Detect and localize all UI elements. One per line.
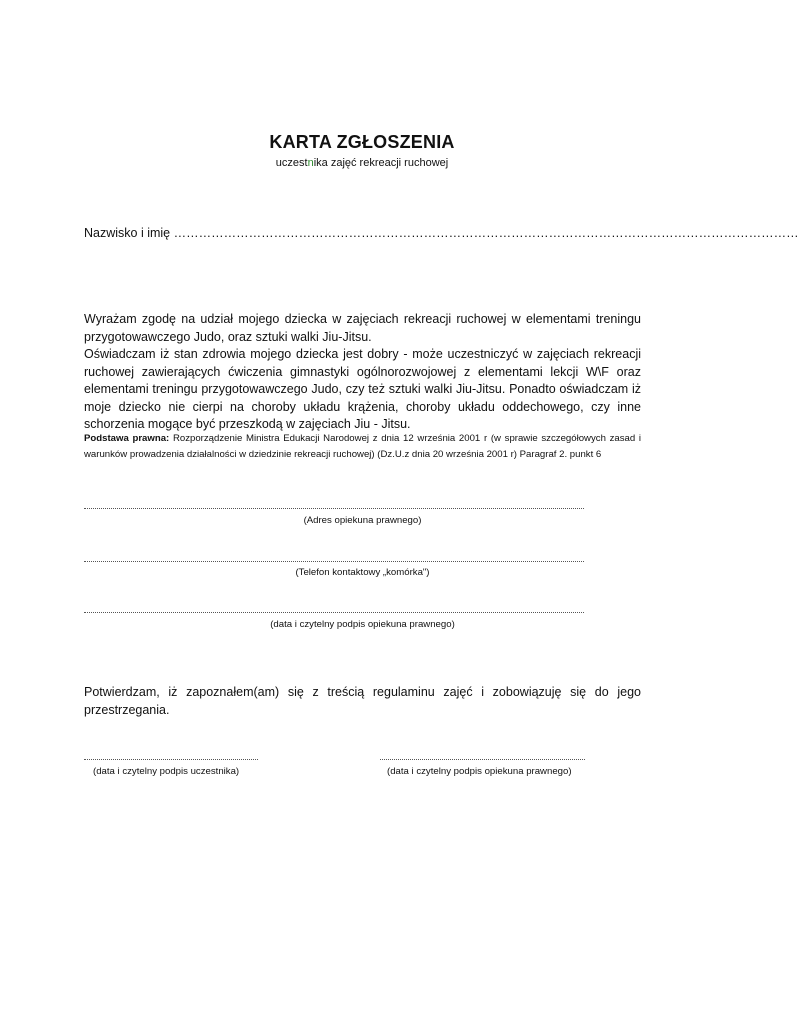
guardian-final-signature-line[interactable] <box>380 759 585 760</box>
guardian-final-signature-caption: (data i czytelny podpis opiekuna prawnego) <box>387 766 572 777</box>
subtitle-part-1: uczest <box>275 157 308 169</box>
participant-signature-line[interactable] <box>84 759 258 760</box>
confirmation-text: Potwierdzam, iż zapoznałem(am) się z treścią regulaminu zajęć i zobowiązuję się do jego przestrzegania. <box>84 685 641 717</box>
page-subtitle <box>0 157 724 169</box>
name-field[interactable]: Nazwisko i imię …………………………………………………………………………………………………………………………………… <box>84 226 799 240</box>
address-field-line[interactable] <box>84 508 584 509</box>
subtitle-part-2: ika zajęć rekreacji ruchowej <box>313 157 449 169</box>
address-caption: (Adres opiekuna prawnego) <box>303 515 422 526</box>
phone-caption: (Telefon kontaktowy „komórka") <box>295 567 430 578</box>
participant-signature-caption: (data i czytelny podpis uczestnika) <box>93 766 240 777</box>
phone-field-line[interactable] <box>84 561 584 562</box>
legal-basis-text: Rozporządzenie Ministra Edukacji Narodowej z dnia 12 września 2001 r (w sprawie szczegółowych zasad i warunków prowadzenia działalności w dziedzinie rekreacji ruchowej) (Dz.U.z dnia 20 września 2001 r) Paragraf 2. punkt 6 <box>84 433 642 460</box>
consent-paragraph-2: Oświadczam iż stan zdrowia mojego dziecka jest dobry - może uczestniczyć w zajęciach rekreacji ruchowej zawierających ćwiczenia gimnastyki ogólnorozwojowej z elementami lekcji W\F oraz elementami treningu przygotowawczego Judo, czy też sztuki walki Jiu-Jitsu. Ponadto oświadczam iż moje dziecko nie cierpi na choroby układu krążenia, choroby układu oddechowego, czy inne schorzenia mogące być przeszkodą w zajęciach Jiu - Jitsu. <box>84 347 641 431</box>
legal-basis <box>84 431 641 462</box>
consent-section <box>84 311 641 434</box>
page-title: KARTA ZGŁOSZENIA <box>269 132 455 152</box>
guardian-signature-caption: (data i czytelny podpis opiekuna prawnego) <box>270 619 455 630</box>
subtitle-accent-letter: n <box>307 157 314 169</box>
consent-paragraph-1: Wyrażam zgodę na udział mojego dziecka w zajęciach rekreacji ruchowej w elementami treningu przygotowawczego Judo, oraz sztuki walki Jiu-Jitsu. <box>84 312 641 344</box>
guardian-signature-line[interactable] <box>84 612 584 613</box>
legal-basis-label: Podstawa prawna: <box>84 433 170 444</box>
